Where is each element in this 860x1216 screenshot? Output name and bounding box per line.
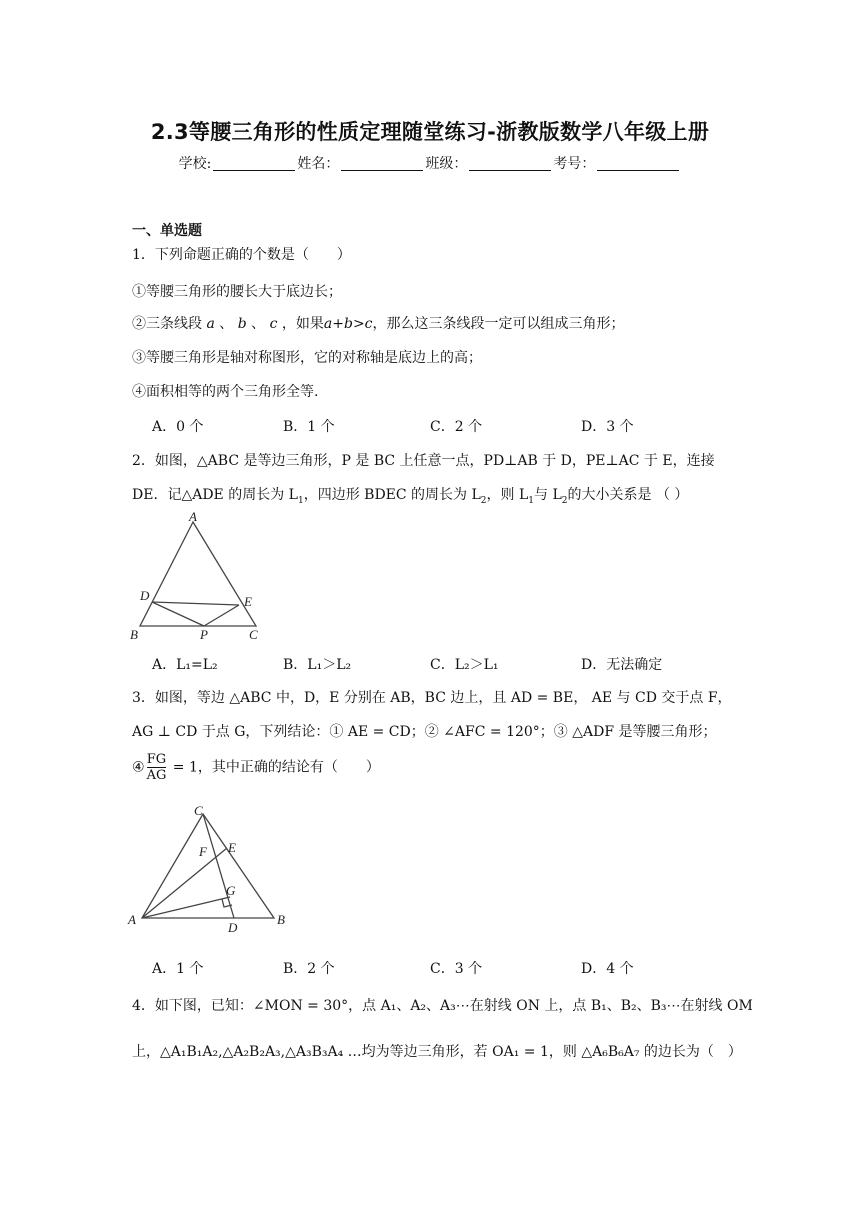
q3-line-1: 3．如图，等边 △ABC 中，D，E 分别在 AB，BC 边上，且 AD = BE， AE 与 CD 交于点 F， <box>132 690 732 706</box>
q2-option-c[interactable]: C．L₂＞L₁ <box>430 657 499 673</box>
exam-no-label: 考号： <box>553 156 596 172</box>
q2-option-a[interactable]: A．L₁=L₂ <box>152 657 218 673</box>
label-p: P <box>200 627 208 642</box>
q3-option-d[interactable]: D．4 个 <box>581 961 634 977</box>
name-label: 姓名： <box>297 156 340 172</box>
q1-statement-4: ④面积相等的两个三角形全等. <box>132 384 319 400</box>
q1-option-d[interactable]: D．3 个 <box>581 419 634 435</box>
label-g: G <box>226 883 236 898</box>
right-angle-mark <box>222 899 232 907</box>
fraction-fg-ag: $\frac{FG}{AG}$ <box>146 752 167 783</box>
triangle-abc <box>140 522 256 626</box>
label-b: B <box>277 912 285 927</box>
q1-statement-1: ①等腰三角形的腰长大于底边长； <box>132 284 342 300</box>
q3-option-b[interactable]: B．2 个 <box>283 961 335 977</box>
segment-pd <box>152 602 204 626</box>
q2-option-d[interactable]: D．无法确定 <box>581 657 663 673</box>
q1-option-b[interactable]: B．1 个 <box>283 419 335 435</box>
label-d: D <box>228 920 238 935</box>
q1-statement-2: ②三条线段 a 、 b 、 c ，如果a+b>c，那么这三条线段一定可以组成三角形； <box>132 316 625 332</box>
label-b: B <box>130 627 138 642</box>
label-e: E <box>228 840 236 855</box>
label-d: D <box>140 588 150 603</box>
q4-line-1: 4．如下图，已知：∠MON = 30°，点 A₁、A₂、A₃⋯在射线 ON 上，点 B₁、B₂、B₃⋯在射线 OM <box>132 998 753 1014</box>
class-label: 班级： <box>425 156 468 172</box>
q3-option-c[interactable]: C．3 个 <box>430 961 483 977</box>
figure-triangle-abc-fge <box>126 800 291 938</box>
label-a: A <box>128 912 136 927</box>
q3-line-3: ④ $\frac{FG}{AG}$ = 1，其中正确的结论有（ ） <box>132 752 380 783</box>
q4-line-2: 上，△A₁B₁A₂,△A₂B₂A₃,△A₃B₃A₄ …均为等边三角形，若 OA₁ = 1，则 △A₆B₆A₇ 的边长为（ ） <box>132 1044 742 1060</box>
label-f: F <box>199 844 207 859</box>
school-blank[interactable] <box>213 156 295 171</box>
q1-option-c[interactable]: C．2 个 <box>430 419 483 435</box>
exam-no-blank[interactable] <box>597 156 679 171</box>
class-blank[interactable] <box>469 156 551 171</box>
school-label: 学校: <box>178 156 212 172</box>
page-title: 2.3等腰三角形的性质定理随堂练习-浙教版数学八年级上册 <box>150 120 710 144</box>
q2-line-1: 2．如图，△ABC 是等边三角形，P 是 BC 上任意一点，PD⊥AB 于 D，PE⊥AC 于 E，连接 <box>132 453 715 469</box>
q1-stem: 1．下列命题正确的个数是（ ） <box>132 247 351 263</box>
q3-option-a[interactable]: A．1 个 <box>152 961 204 977</box>
name-blank[interactable] <box>341 156 423 171</box>
q2-option-b[interactable]: B．L₁＞L₂ <box>283 657 352 673</box>
q1-statement-3: ③等腰三角形是轴对称图形，它的对称轴是底边上的高； <box>132 350 482 366</box>
label-c: C <box>249 627 258 642</box>
label-e: E <box>244 594 252 609</box>
segment-de <box>152 602 239 605</box>
student-info-line <box>0 153 860 173</box>
label-a: A <box>189 509 197 524</box>
label-c: C <box>194 803 203 818</box>
segment-pe <box>204 605 239 626</box>
q3-line-2: AG ⊥ CD 于点 G，下列结论：① AE = CD；② ∠AFC = 120°；③ △ADF 是等腰三角形； <box>132 724 717 740</box>
q1-option-a[interactable]: A．0 个 <box>152 419 204 435</box>
figure-triangle-abc-pde <box>128 508 268 643</box>
q2-line-2: DE．记△ADE 的周长为 $L_1$，四边形 BDEC 的周长为 $L_2$，则 $L_1$与 $L_2$的大小关系是 （ ） <box>132 487 689 506</box>
section-title: 一、单选题 <box>132 223 202 239</box>
